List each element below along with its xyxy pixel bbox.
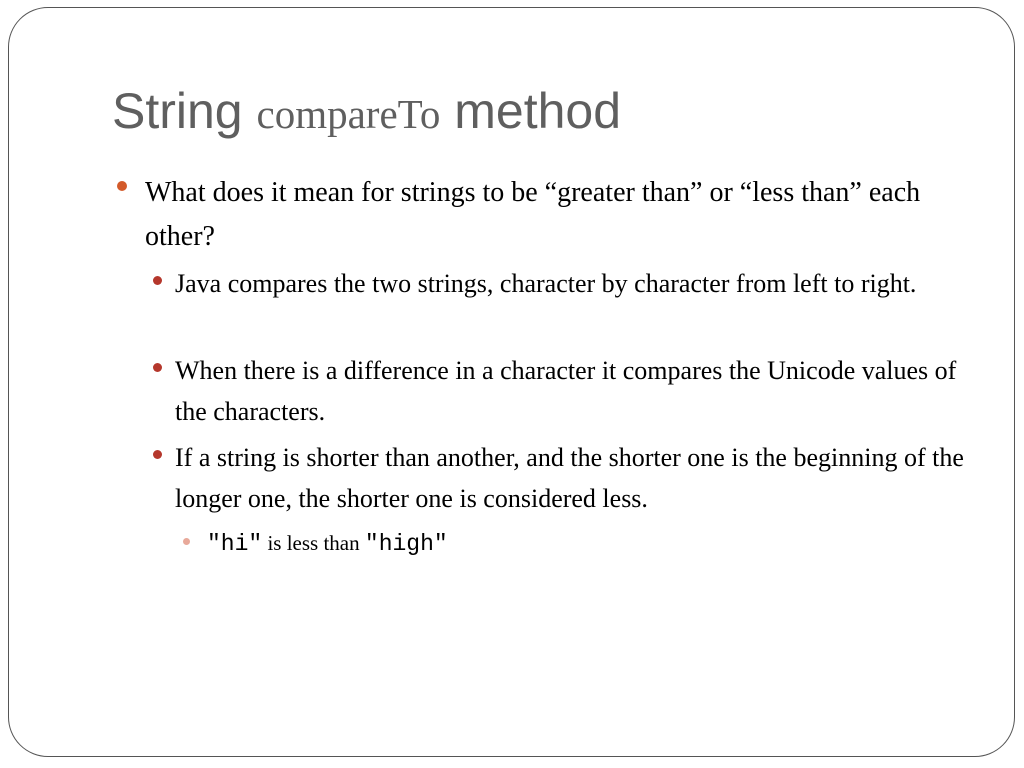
- bullet-level2: [175, 437, 965, 519]
- example-text: [207, 528, 807, 559]
- title-part-method: method: [440, 83, 622, 139]
- slide-title: [112, 82, 621, 140]
- title-part-string: String: [112, 83, 257, 139]
- bullet-text: Java compares the two strings, character by character from left to right.: [175, 269, 917, 298]
- bullet-level2: [175, 350, 965, 432]
- bullet-text: If a string is shorter than another, and the shorter one is the beginning of the longer one, the shorter one is considered less.: [175, 443, 964, 513]
- bullet-text: What does it mean for strings to be “greater than” or “less than” each other?: [145, 177, 921, 252]
- example-middle-text: is less than: [262, 531, 365, 555]
- code-high: "high": [364, 531, 448, 557]
- bullet-dot-icon: [117, 181, 127, 191]
- title-part-compareto: compareTo: [256, 91, 441, 137]
- bullet-level1: [145, 171, 945, 259]
- bullet-level2: [175, 263, 965, 304]
- bullet-level3-example: [207, 528, 807, 559]
- bullet-dot-icon: [153, 276, 162, 285]
- bullet-dot-icon: [153, 450, 162, 459]
- bullet-text: When there is a difference in a character it compares the Unicode values of the characters.: [175, 356, 957, 426]
- code-hi: "hi": [207, 531, 263, 557]
- bullet-dot-icon: [183, 538, 190, 545]
- bullet-dot-icon: [153, 363, 162, 372]
